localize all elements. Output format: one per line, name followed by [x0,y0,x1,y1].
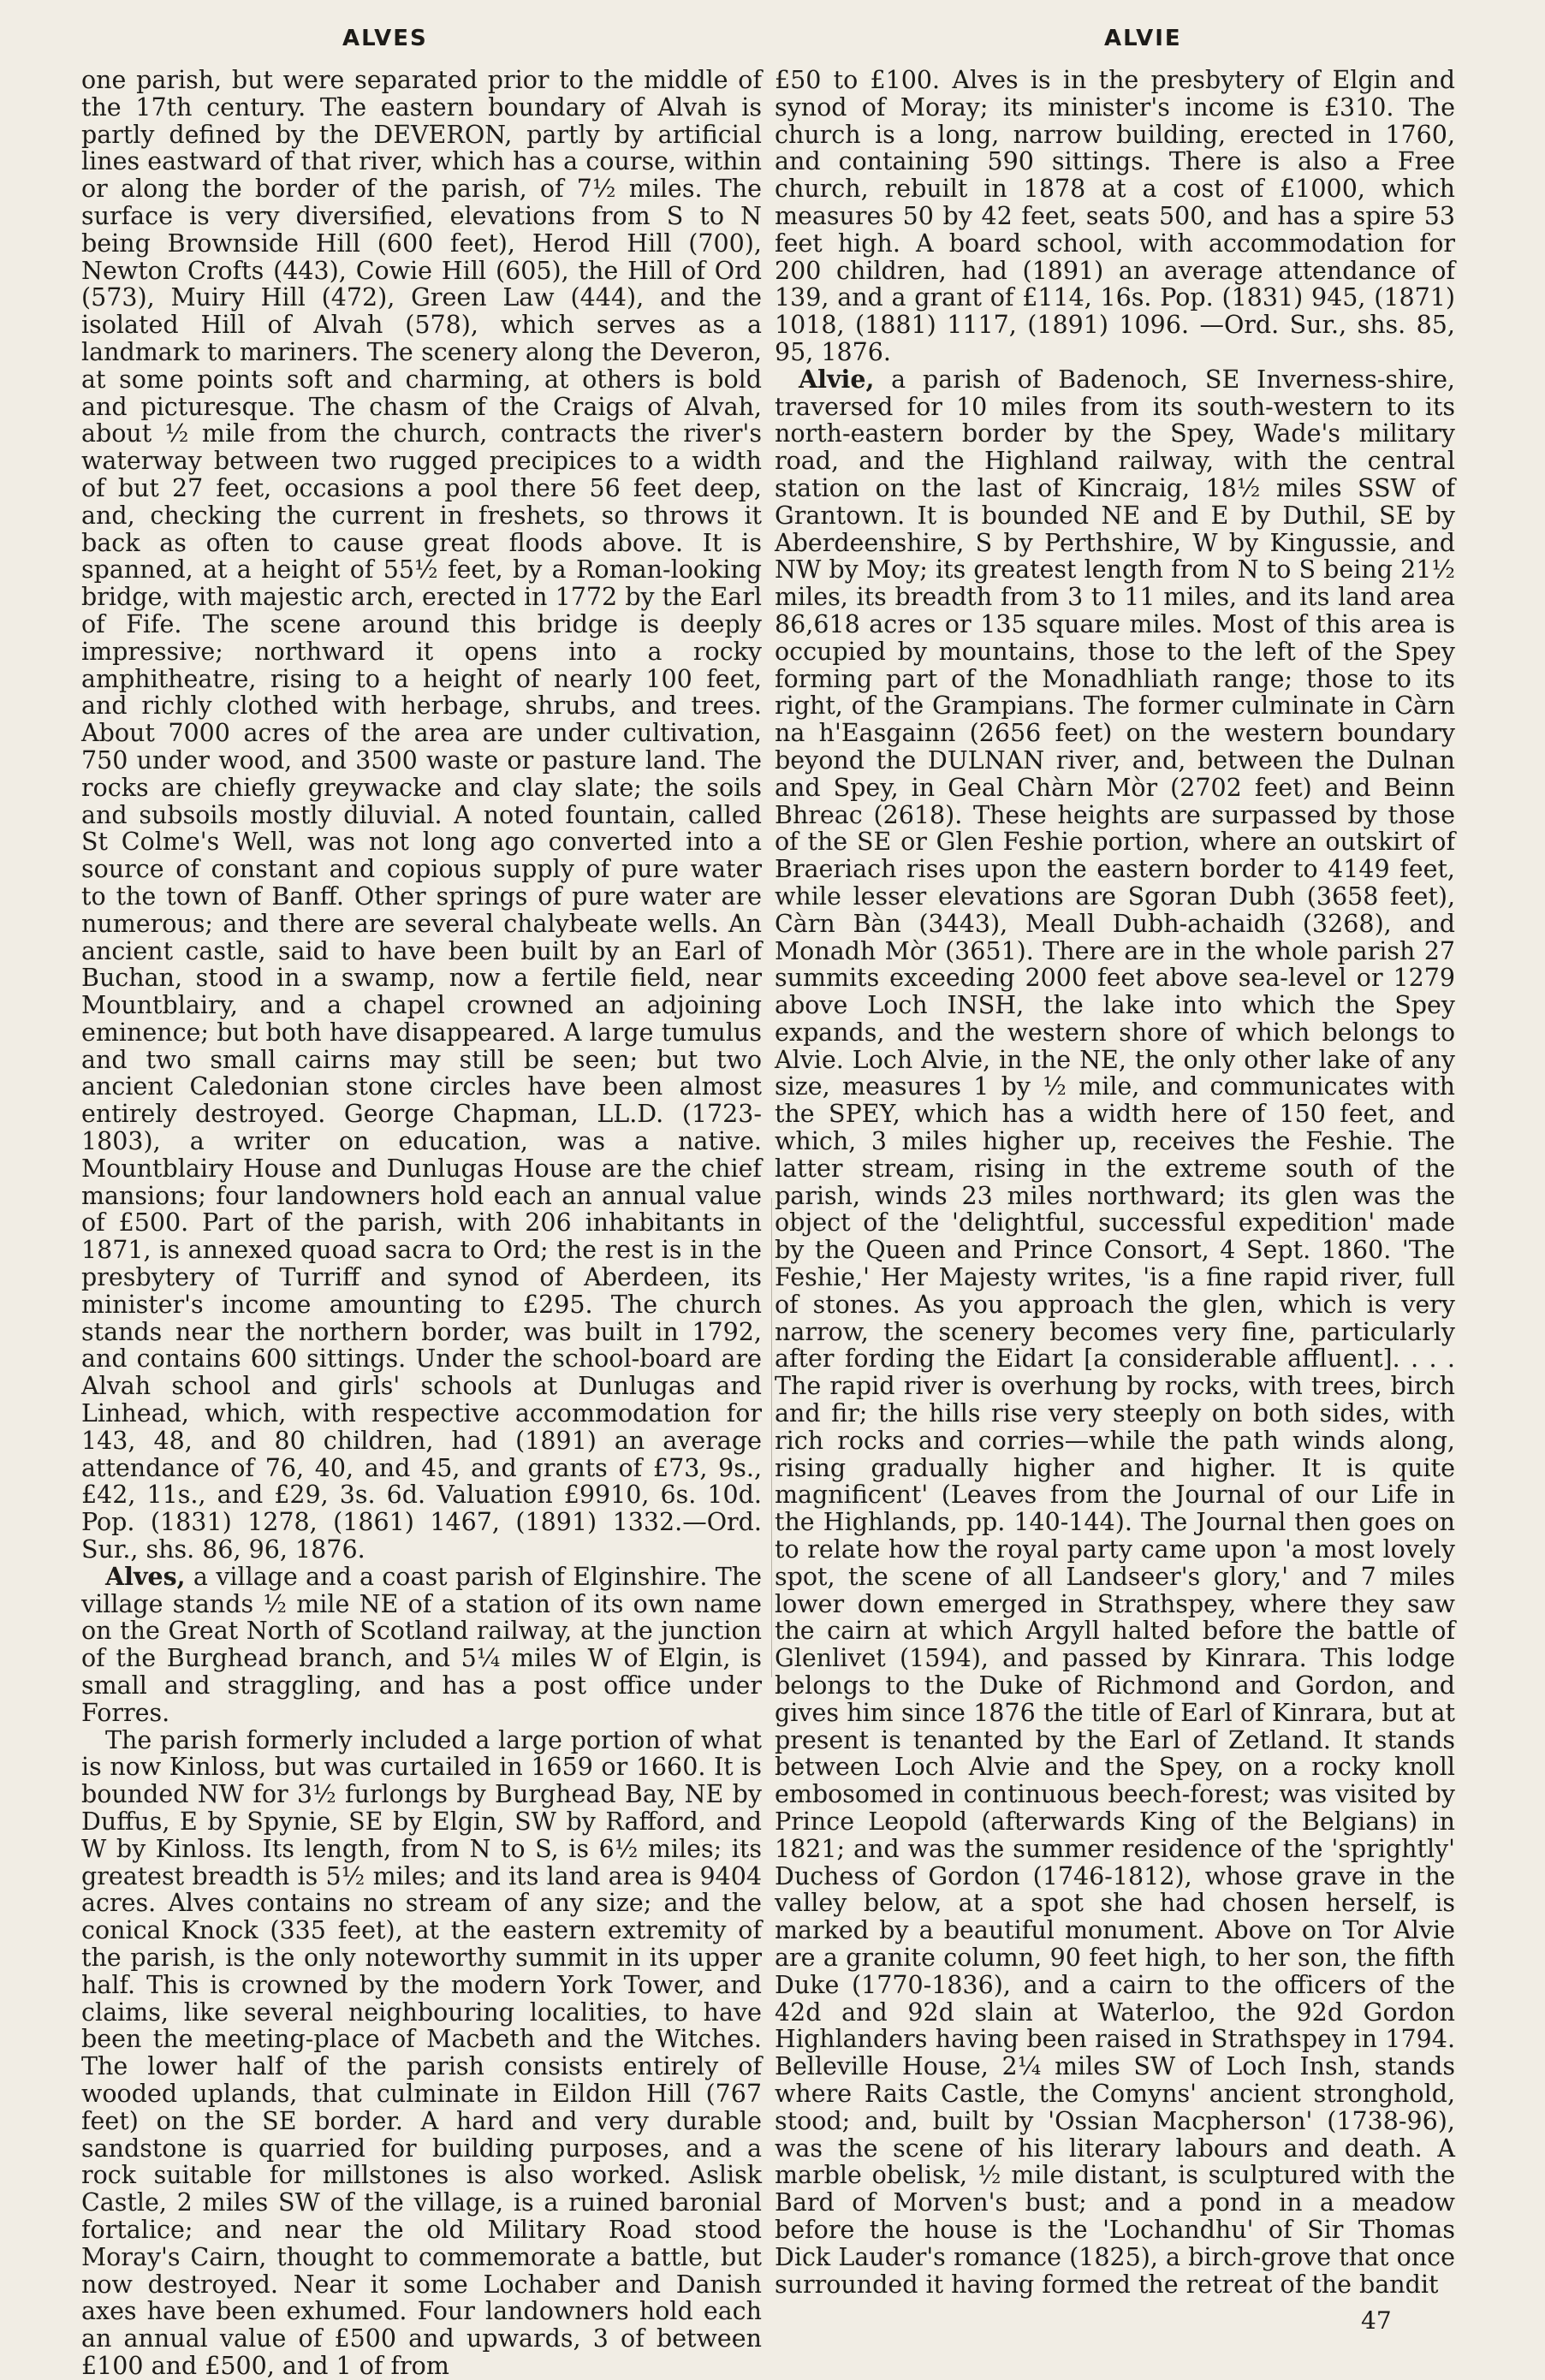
alvie-entry [775,366,1455,2299]
alvie-entry-text: a parish of Badenoch, SE Inverness-shire, traversed for 10 miles from its south-western to its north-eastern border by the Spey, Wade's military road, and the Highland railway, with the central station on the last of Kincraig, 18½ miles SSW of Grantown. It is bounded NE and E by Duthil, SE by Aberdeenshire, S by Perthshire, W by Kingussie, and NW by Moy; its greatest length from N to S being 21½ miles, its breadth from 3 to 11 miles, and its land area 86,618 acres or 135 square miles. Most of this area is occupied by mountains, those to the left of the Spey forming part of the Monadhliath range; those to its right, of the Grampians. The former culminate in Càrn na h'Easgainn (2656 feet) on the western boundary beyond the DULNAN river, and, between the Dulnan and Spey, in Geal Chàrn Mòr (2702 feet) and Beinn Bhreac (2618). These heights are surpassed by those of the SE or Glen Feshie portion, where an outskirt of Braeriach rises upon the eastern border to 4149 feet, while lesser elevations are Sgoran Dubh (3658 feet), Càrn Bàn (3443), Meall Dubh-achaidh (3268), and Monadh Mòr (3651). There are in the whole parish 27 summits exceeding 2000 feet above sea-level or 1279 above Loch INSH, the lake into which the Spey expands, and the western shore of which belongs to Alvie. Loch Alvie, in the NE, the only other lake of any size, measures 1 by ½ mile, and communicates with the SPEY, which has a width here of 150 feet, and which, 3 miles higher up, receives the Feshie. The latter stream, rising in the extreme south of the parish, winds 23 miles northward; its glen was the object of the 'delightful, successful expedition' made by the Queen and Prince Consort, 4 Sept. 1860. 'The Feshie,' Her Majesty writes, 'is a fine rapid river, full of stones. As you approach the glen, which is very narrow, the scenery becomes very fine, particularly after fording the Eidart [a considerable affluent]. . . . The rapid river is overhung by rocks, with trees, birch and fir; the hills rise very steeply on both sides, with rich rocks and corries—while the path winds along, rising gradually higher and higher. It is quite magnificent' (Leaves from the Journal of our Life in the Highlands, pp. 140-144). The Journal then goes on to relate how the royal party came upon 'a most lovely spot, the scene of all Landseer's glory,' and 7 miles lower down emerged in Strathspey, where they saw the cairn at which Argyll halted before the battle of Glenlivet (1594), and passed by Kinrara. This lodge belongs to the Duke of Richmond and Gordon, and gives him since 1876 the title of Earl of Kinrara, but at present is tenanted by the Earl of Zetland. It stands between Loch Alvie and the Spey, on a rocky knoll embosomed in continuous beech-forest; was visited by Prince Leopold (afterwards King of the Belgians) in 1821; and was the summer residence of the 'sprightly' Duchess of Gordon (1746-1812), whose grave in the valley below, at a spot she had chosen herself, is marked by a beautiful monument. Above on Tor Alvie are a granite column, 90 feet high, to her son, the fifth Duke (1770-1836), and a cairn to the officers of the 42d and 92d slain at Waterloo, the 92d Gordon Highlanders having been raised in Strathspey in 1794. Belleville House, 2¼ miles SW of Loch Insh, stands where Raits Castle, the Comyns' ancient stronghold, stood; and, built by 'Ossian Macpherson' (1738-96), was the scene of his literary labours and death. A marble obelisk, ½ mile distant, is sculptured with the Bard of Morven's bust; and a pond in a meadow before the house is the 'Lochandhu' of Sir Thomas Dick Lauder's romance (1825), a birch-grove that once surrounded it having formed the retreat of the bandit [775,365,1455,2299]
alvah-continuation-paragraph: one parish, but were separated prior to the middle of the 17th century. The eastern boundary of Alvah is partly defined by the DEVERON, partly by artificial lines eastward of that river, which has a course, within or along the border of the parish, of 7½ miles. The surface is very diversified, elevations from S to N being Brownside Hill (600 feet), Herod Hill (700), Newton Crofts (443), Cowie Hill (605), the Hill of Ord (573), Muiry Hill (472), Green Law (444), and the isolated Hill of Alvah (578), which serves as a landmark to mariners. The scenery along the Deveron, at some points soft and charming, at others is bold and picturesque. The chasm of the Craigs of Alvah, about ½ mile from the church, contracts the river's waterway between two rugged precipices to a width of but 27 feet, occasions a pool there 56 feet deep, and, checking the current in freshets, so throws it back as often to cause great floods above. It is spanned, at a height of 55½ feet, by a Roman-looking bridge, with majestic arch, erected in 1772 by the Earl of Fife. The scene around this bridge is deeply impressive; northward it opens into a rocky amphitheatre, rising to a height of nearly 100 feet, and richly clothed with herbage, shrubs, and trees. About 7000 acres of the area are under cultivation, 750 under wood, and 3500 waste or pasture land. The rocks are chiefly greywacke and clay slate; the soils and subsoils mostly diluvial. A noted fountain, called St Colme's Well, was not long ago converted into a source of constant and copious supply of pure water to the town of Banff. Other springs of pure water are numerous; and there are several chalybeate wells. An ancient castle, said to have been built by an Earl of Buchan, stood in a swamp, now a fertile field, near Mountblairy, and a chapel crowned an adjoining eminence; but both have disappeared. A large tumulus and two small cairns may still be seen; but two ancient Caledonian stone circles have been almost entirely destroyed. George Chapman, LL.D. (1723-1803), a writer on education, was a native. Mountblairy House and Dunlugas House are the chief mansions; four landowners hold each an annual value of £500. Part of the parish, with 206 inhabitants in 1871, is annexed quoad sacra to Ord; the rest is in the presbytery of Turriff and synod of Aberdeen, its minister's income amounting to £295. The church stands near the northern border, was built in 1792, and contains 600 sittings. Under the school-board are Alvah school and girls' schools at Dunlugas and Linhead, which, with respective accommodation for 143, 48, and 80 children, had (1891) an average attendance of 76, 40, and 45, and grants of £73, 9s., £42, 11s., and £29, 3s. 6d. Valuation £9910, 6s. 10d. Pop. (1831) 1278, (1861) 1467, (1891) 1332.—Ord. Sur., shs. 86, 96, 1876. [81,66,762,1564]
alves-entry-headword: Alves, [105,1561,186,1591]
running-head-left: ALVES [342,26,428,51]
alves-continuation-paragraph: £50 to £100. Alves is in the presbytery of Elgin and synod of Moray; its minister's income is £310. The church is a long, narrow building, erected in 1760, and containing 590 sittings. There is also a Free church, rebuilt in 1878 at a cost of £1000, which measures 50 by 42 feet, seats 500, and has a spire 53 feet high. A board school, with accommodation for 200 children, had (1891) an average attendance of 139, and a grant of £114, 16s. Pop. (1831) 945, (1871) 1018, (1881) 1117, (1891) 1096. —Ord. Sur., shs. 85, 95, 1876. [775,66,1455,366]
right-column [775,66,1455,2299]
alves-entry [81,1561,762,1727]
column-divider [771,1198,772,1677]
running-head-right: ALVIE [1104,26,1182,51]
alves-entry-text: a village and a coast parish of Elginshire. The village stands ½ mile NE of a station of its own name on the Great North of Scotland railway, at the junction of the Burghead branch, and 5¼ miles W of Elgin, is small and straggling, and has a post office under Forres. [81,1562,762,1727]
alvie-entry-headword: Alvie, [799,364,875,394]
left-column [81,66,762,2380]
alves-parish-paragraph: The parish formerly included a large portion of what is now Kinloss, but was curtailed in 1659 or 1660. It is bounded NW for 3½ furlongs by Burghead Bay, NE by Duffus, E by Spynie, SE by Elgin, SW by Rafford, and W by Kinloss. Its length, from N to S, is 6½ miles; its greatest breadth is 5½ miles; and its land area is 9404 acres. Alves contains no stream of any size; and the conical Knock (335 feet), at the eastern extremity of the parish, is the only noteworthy summit in its upper half. This is crowned by the modern York Tower, and claims, like several neighbouring localities, to have been the meeting-place of Macbeth and the Witches. The lower half of the parish consists entirely of wooded uplands, that culminate in Eildon Hill (767 feet) on the SE border. A hard and very durable sandstone is quarried for building purposes, and a rock suitable for millstones is also worked. Aslisk Castle, 2 miles SW of the village, is a ruined baronial fortalice; and near the old Military Road stood Moray's Cairn, thought to commemorate a battle, but now destroyed. Near it some Lochaber and Danish axes have been exhumed. Four landowners hold each an annual value of £500 and upwards, 3 of between £100 and £500, and 1 of from [81,1725,762,2380]
page-number: 47 [1361,2306,1392,2335]
